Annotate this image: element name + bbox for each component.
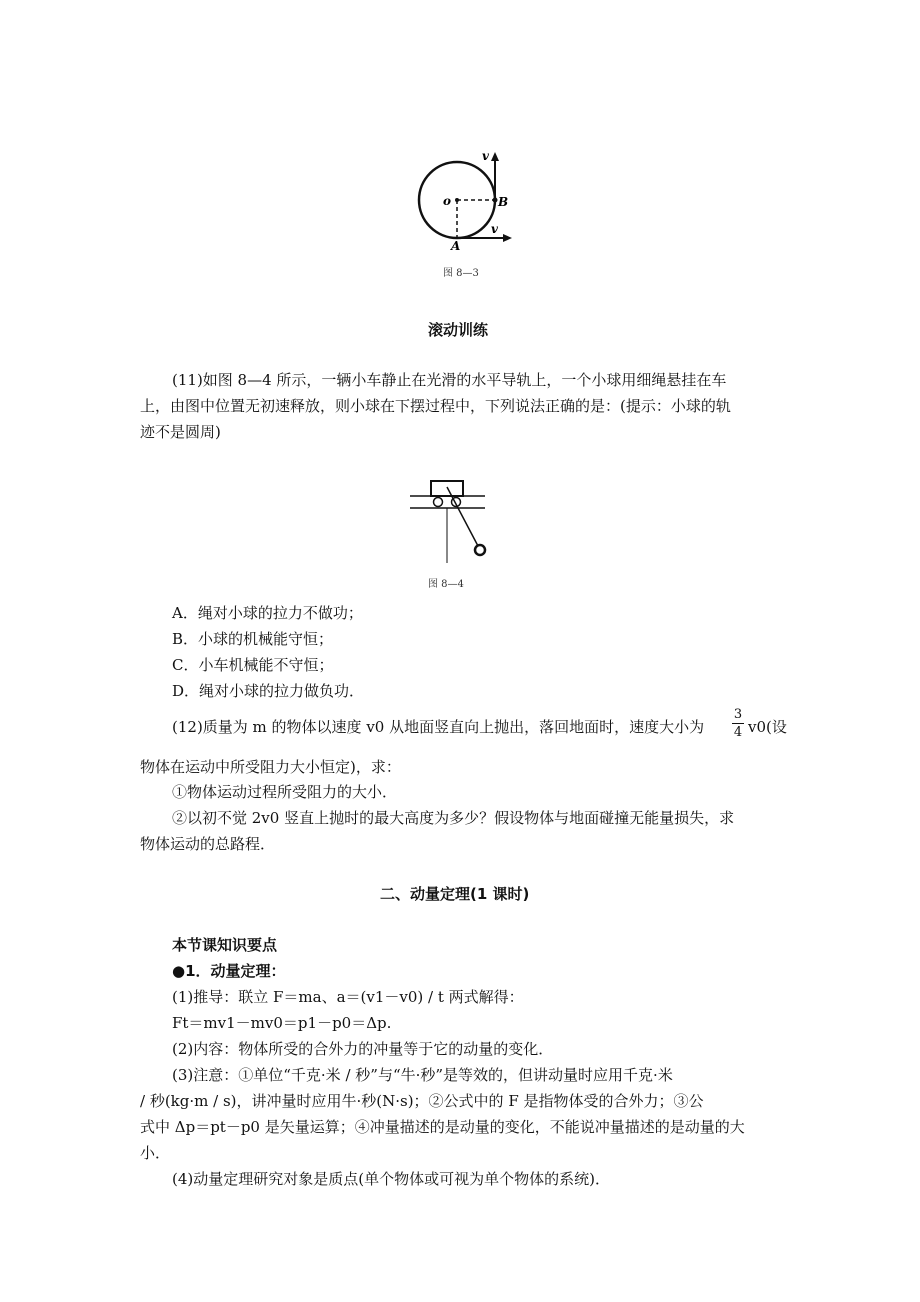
q12-line3: ①物体运动过程所受阻力的大小． [172,783,398,801]
section-title-momentum-theorem: 二、动量定理(1 课时) [380,885,530,903]
option-a: A．绳对小球的拉力不做功； [172,604,363,622]
key-points-title: 本节课知识要点 [172,936,278,954]
q11-line2: 上，由图中位置无初速释放，则小球在下摆过程中，下列说法正确的是：(提示：小球的轨 [140,397,731,415]
cart-wheel-left [434,498,443,507]
arrowhead-right [503,234,512,242]
figure-8-3 [405,148,515,253]
option-d: D．绳对小球的拉力做负功． [172,682,365,700]
label-v-top: v [482,149,489,163]
item1-title: ●1．动量定理： [172,962,286,980]
fraction-bar [732,723,744,724]
q12-line1: (12)质量为 m 的物体以速度 v0 从地面竖直向上抛出，落回地面时，速度大小为 [172,718,705,736]
label-o: o [443,194,452,208]
p4-content: (4)动量定理研究对象是质点(单个物体或可视为单个物体的系统)． [172,1170,610,1188]
center-point [455,198,459,202]
figure-8-4 [405,465,495,565]
q12-line4: ②以初不觉 2v0 竖直上抛时的最大高度为多少？假设物体与地面碰撞无能量损失，求 [172,809,735,827]
label-a: A [451,239,461,253]
arrowhead-up [491,152,499,161]
q12-line2: 物体在运动中所受阻力大小恒定)，求： [140,758,401,776]
option-c: C．小车机械能不守恒； [172,656,334,674]
p1-derivation: (1)推导：联立 F＝ma、a＝(v1－v0) / t 两式解得： [172,988,524,1006]
q11-line3: 迹不是圆周) [140,423,221,441]
q11-line1: (11)如图 8—4 所示，一辆小车静止在光滑的水平导轨上，一个小球用细绳悬挂在车 [172,371,727,389]
p2-content: (2)内容：物体所受的合外力的冲量等于它的动量的变化． [172,1040,554,1058]
fraction-numerator: 3 [733,707,743,722]
p3-line2: / 秒(kg·m / s)，讲冲量时应用牛·秒(N·s)；②公式中的 F 是指物体受的合外力；③公 [140,1092,704,1110]
p3-line4: 小． [140,1144,171,1162]
figure-8-4-caption: 图 8—4 [428,579,464,590]
fraction-denominator: 4 [733,725,743,740]
label-b: B [498,195,509,209]
q12-line5: 物体运动的总路程． [140,835,276,853]
q12-line1-end: v0(设 [748,718,787,736]
p3-line1: (3)注意：①单位“千克·米 / 秒”与“牛·秒”是等效的，但讲动量时应用千克·米 [172,1066,673,1084]
ball [475,545,485,555]
p3-line3: 式中 Δp＝pt－p0 是矢量运算；④冲量描述的是动量的变化，不能说冲量描述的是动量的大 [140,1118,745,1136]
figure-8-3-caption: 图 8—3 [443,268,479,279]
section-title-rolling-training: 滚动训练 [428,321,489,339]
label-v-bottom: v [491,222,498,236]
option-b: B．小球的机械能守恒； [172,630,334,648]
p1-formula: Ft＝mv1－mv0＝p1－p0＝Δp. [172,1014,392,1032]
